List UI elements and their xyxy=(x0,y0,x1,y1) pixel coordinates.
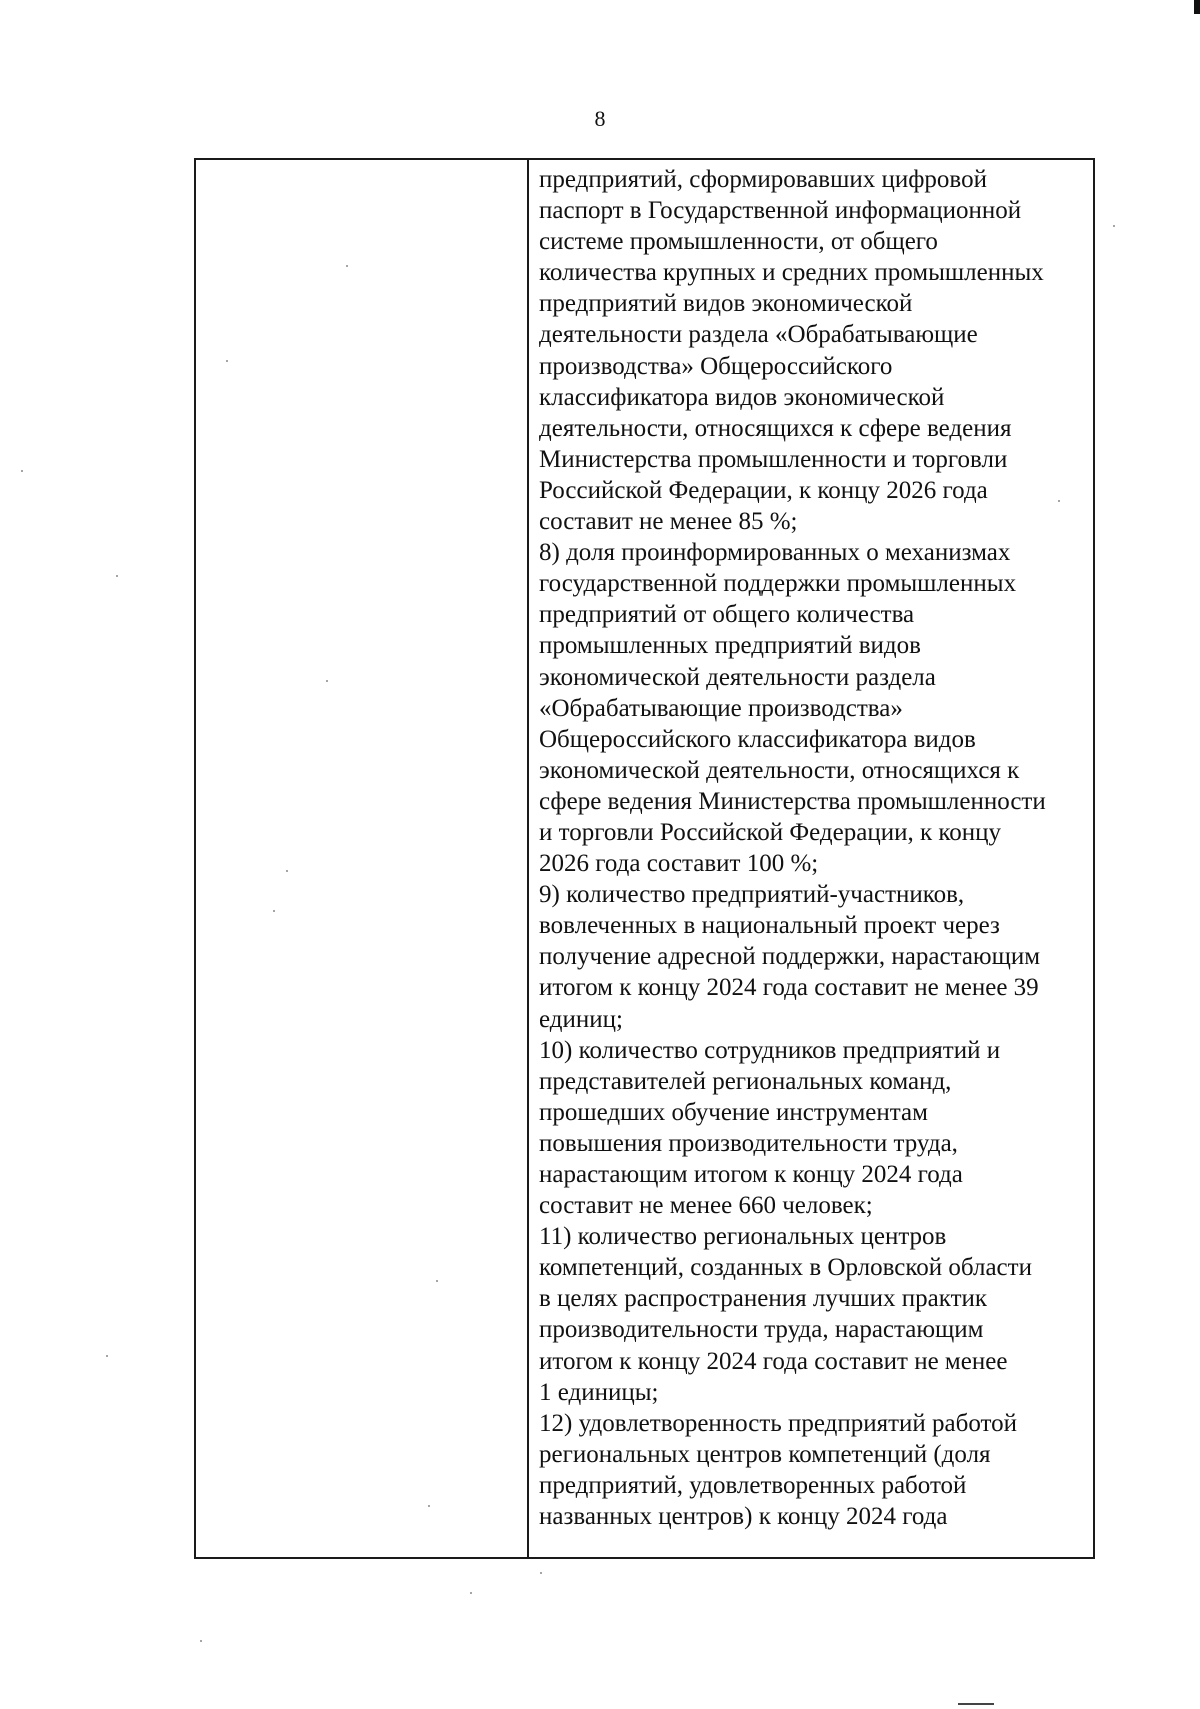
text-line: сфере ведения Министерства промышленности xyxy=(539,787,1046,815)
scan-speck xyxy=(1113,225,1115,227)
page-number: 8 xyxy=(594,106,606,131)
text-line: экономической деятельности раздела xyxy=(539,663,936,691)
text-line: Министерства промышленности и торговли xyxy=(539,445,1008,473)
text-line: 8) доля проинформированных о механизмах xyxy=(539,539,1011,567)
text-line: Российской Федерации, к концу 2026 года xyxy=(539,476,988,504)
text-line: представителей региональных команд, xyxy=(539,1067,952,1095)
text-line: составит не менее 660 человек; xyxy=(539,1192,873,1220)
text-line: региональных центров компетенций (доля xyxy=(539,1440,991,1468)
scan-speck xyxy=(21,470,23,472)
text-line: прошедших обучение инструментам xyxy=(539,1098,928,1126)
scan-speck xyxy=(436,1280,438,1282)
text-line: Общероссийского классификатора видов xyxy=(539,725,976,753)
text-line: 2026 года составит 100 %; xyxy=(539,850,819,878)
text-line: итогом к концу 2024 года составит не менее 39 xyxy=(539,974,1039,1002)
scan-speck xyxy=(286,870,288,872)
text-line: итогом к концу 2024 года составит не менее xyxy=(539,1347,1008,1375)
scan-speck xyxy=(1058,500,1060,502)
scan-speck xyxy=(540,1572,542,1574)
text-line: производства» Общероссийского xyxy=(539,352,893,380)
text-line: государственной поддержки промышленных xyxy=(539,570,1017,598)
text-line: деятельности, относящихся к сфере ведения xyxy=(539,414,1012,442)
text-line: «Обрабатывающие производства» xyxy=(539,694,903,722)
scan-edge-mark xyxy=(1194,0,1200,14)
text-line: повышения производительности труда, xyxy=(539,1129,958,1157)
scan-speck xyxy=(226,360,228,362)
text-line: составит не менее 85 %; xyxy=(539,508,798,536)
scan-speck xyxy=(428,1505,430,1507)
text-line: системе промышленности, от общего xyxy=(539,228,938,256)
text-line: предприятий, сформировавших цифровой xyxy=(539,166,987,193)
text-line: 9) количество предприятий-участников, xyxy=(539,881,965,909)
text-line: классификатора видов экономической xyxy=(539,383,945,411)
text-line: предприятий видов экономической xyxy=(539,290,913,318)
scan-speck xyxy=(200,1640,202,1642)
footer-dash xyxy=(958,1703,994,1705)
text-line: количества крупных и средних промышленных xyxy=(539,259,1044,287)
text-line: производительности труда, нарастающим xyxy=(539,1316,984,1344)
text-line: предприятий от общего количества xyxy=(539,601,915,629)
text-line: компетенций, созданных в Орловской области xyxy=(539,1254,1032,1282)
text-line: вовлеченных в национальный проект через xyxy=(539,912,1000,940)
text-line: нарастающим итогом к концу 2024 года xyxy=(539,1161,963,1188)
scan-speck xyxy=(116,575,118,577)
scan-speck xyxy=(326,680,328,682)
table-right-cell xyxy=(529,160,1093,1557)
text-line: 1 единицы; xyxy=(539,1378,659,1406)
document-table xyxy=(194,158,1095,1559)
scan-speck xyxy=(470,1592,472,1594)
text-line: 10) количество сотрудников предприятий и xyxy=(539,1036,1001,1064)
text-line: паспорт в Государственной информационной xyxy=(539,197,1022,225)
scan-speck xyxy=(106,1355,108,1357)
text-line: деятельности раздела «Обрабатывающие xyxy=(539,321,978,349)
scan-speck xyxy=(346,265,348,267)
text-line: 11) количество региональных центров xyxy=(539,1223,947,1251)
text-line: единиц; xyxy=(539,1005,623,1033)
scan-speck xyxy=(273,910,275,912)
text-line: и торговли Российской Федерации, к концу xyxy=(539,818,1001,846)
text-line: предприятий, удовлетворенных работой xyxy=(539,1471,967,1499)
text-line: получение адресной поддержки, нарастающим xyxy=(539,943,1041,971)
text-line: 12) удовлетворенность предприятий работой xyxy=(539,1409,1017,1437)
text-line: промышленных предприятий видов xyxy=(539,632,921,660)
text-line: в целях распространения лучших практик xyxy=(539,1285,988,1313)
table-left-cell xyxy=(196,160,529,1557)
text-line: названных центров) к концу 2024 года xyxy=(539,1503,948,1531)
text-line: экономической деятельности, относящихся к xyxy=(539,756,1020,784)
